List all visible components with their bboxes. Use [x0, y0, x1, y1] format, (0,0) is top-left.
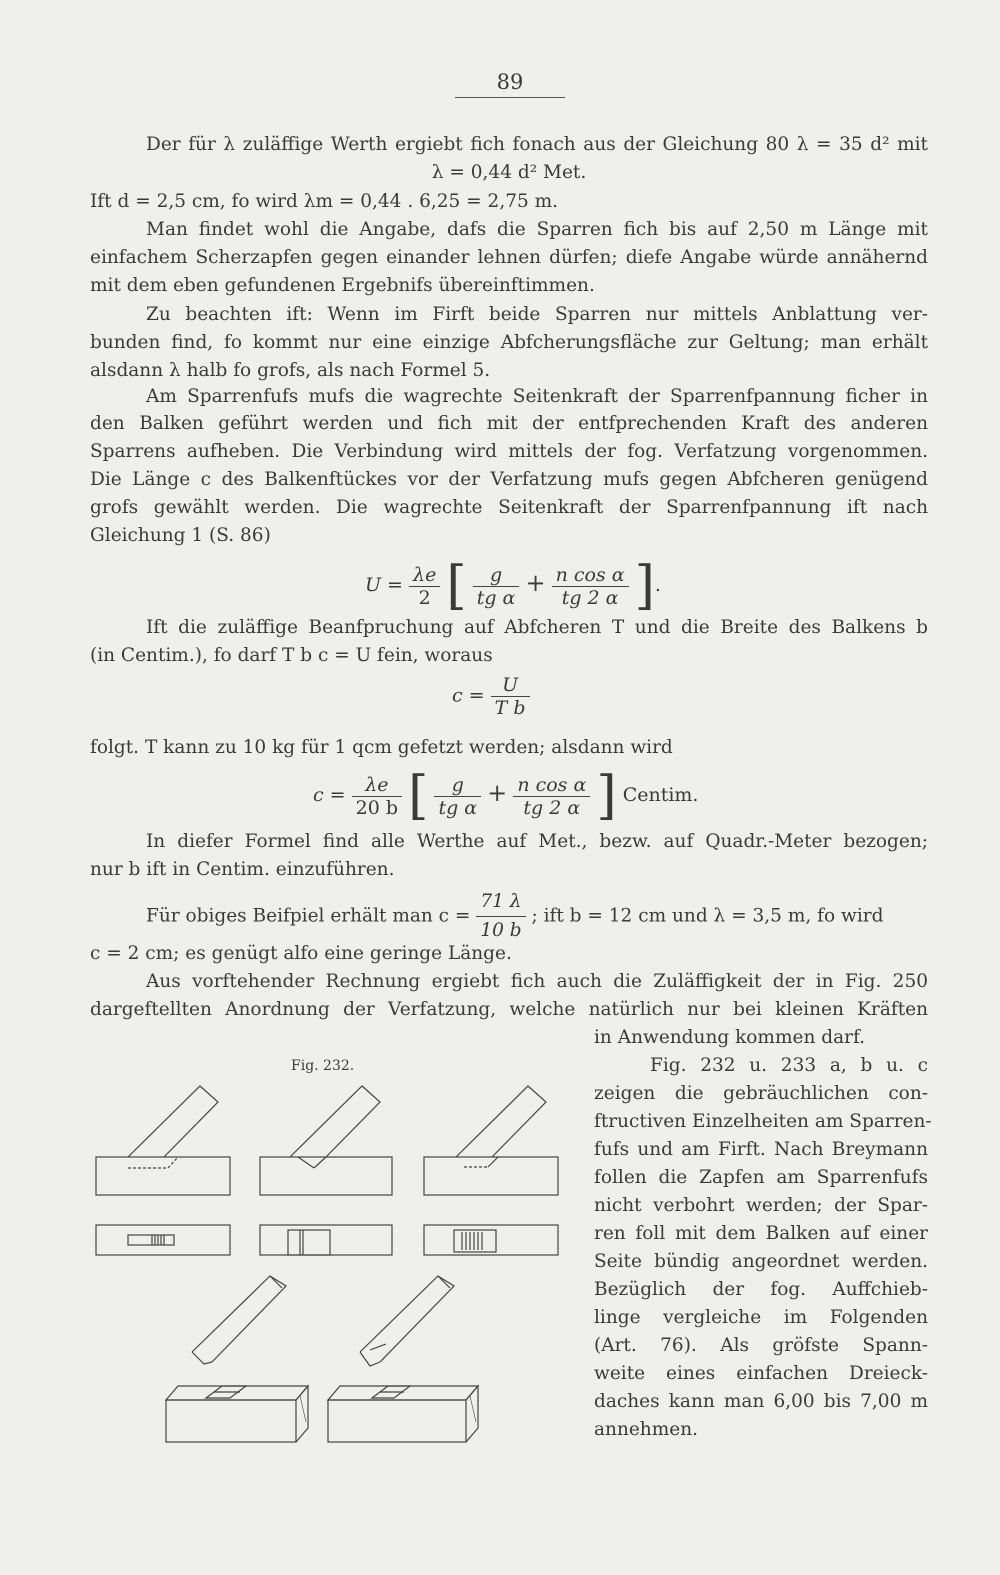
text-line: Man findet wohl die Angabe, dafs die Sparren fich bis auf 2,50 m Länge mit: [146, 219, 928, 240]
text-line: grofs gewählt werden. Die wagrechte Seitenkraft der Sparrenfpannung ift nach: [90, 497, 928, 518]
text-line: alsdann λ halb fo grofs, als nach Formel 5.: [90, 360, 491, 381]
text-line: nur b ift in Centim. einzuführen.: [90, 859, 395, 880]
text-line: Aus vorftehender Rechnung ergiebt fich auch die Zuläffigkeit der in Fig. 250: [146, 971, 928, 992]
text-line: weite eines einfachen Dreieck-: [594, 1363, 928, 1384]
isometric-rafter-1: [192, 1276, 286, 1364]
text-line: λ = 0,44 d² Met.: [431, 162, 587, 183]
text-line: follen die Zapfen am Sparrenfufs: [594, 1167, 928, 1188]
formula-u-fraction-2: $\frac{\text{n cos α}}{tg 2 \alpha}$: [552, 564, 629, 609]
page-number: 89: [455, 70, 565, 98]
text-line: ren foll mit dem Balken auf einer: [594, 1223, 928, 1244]
elevation-3: [424, 1086, 558, 1195]
isometric-beam-1: [166, 1386, 308, 1442]
formula-u-fraction-1: $\frac{g}{\text{tg α}}$: [473, 564, 520, 609]
formula-u: U = $\frac{\lambda e}{2}$ [ $\frac{g}{\text{tg α}}$ + $\frac{\text{n cos α}}{tg 2 \alpha}$ ].: [365, 556, 661, 616]
plan-1: [96, 1225, 230, 1255]
elevation-2: [260, 1086, 392, 1195]
left-bracket: [: [446, 556, 467, 616]
text-line: mit dem eben gefundenen Ergebnifs übereinftimmen.: [90, 275, 595, 296]
text-line: dargeftellten Anordnung der Verfatzung, welche natürlich nur bei kleinen Kräften: [90, 999, 928, 1020]
text-line: Zu beachten ift: Wenn im Firft beide Sparren nur mittels Anblattung ver-: [146, 304, 928, 325]
text-line: Seite bündig angeordnet werden.: [594, 1251, 928, 1272]
text-line: bunden find, fo kommt nur eine einzige Abfcherungsfläche zur Geltung; man erhält: [90, 332, 928, 353]
text-line: In diefer Formel find alle Werthe auf Met., bezw. auf Quadr.-Meter bezogen;: [146, 831, 928, 852]
text-line: c = 2 cm; es genügt alfo eine geringe Länge.: [90, 943, 512, 964]
text-line: linge vergleiche im Folgenden: [594, 1307, 928, 1328]
text-line: Der für λ zuläffige Werth ergiebt fich fonach aus der Gleichung 80 λ = 35 d² mit: [146, 134, 928, 155]
text-line: zeigen die gebräuchlichen con-: [594, 1083, 928, 1104]
plus-sign: +: [525, 569, 546, 597]
text-line: Ift die zuläffige Beanfpruchung auf Abfcheren T und die Breite des Balkens b: [146, 617, 928, 638]
figure-caption: Fig. 232.: [291, 1058, 355, 1074]
figure-232-drawing: [88, 1080, 568, 1450]
formula-c-full: c = $\frac{\lambda e}{20 b}$ [ $\frac{g}{\text{tg α}}$ + $\frac{\text{n cos α}}{tg 2 \alpha}$ ] Centim.: [313, 766, 699, 826]
plan-2: [260, 1225, 392, 1255]
formula-u-lhs: U =: [365, 574, 403, 596]
text-line: den Balken geführt werden und fich mit der entfprechenden Kraft des anderen: [90, 413, 928, 434]
text-line: annehmen.: [594, 1419, 699, 1440]
text-line: Ift d = 2,5 cm, fo wird λm = 0,44 . 6,25 = 2,75 m.: [90, 191, 559, 212]
elevation-1: [96, 1086, 230, 1195]
text-line: (in Centim.), fo darf T b c = U fein, woraus: [90, 645, 493, 666]
text-line: daches kann man 6,00 bis 7,00 m: [594, 1391, 928, 1412]
text-line: Die Länge c des Balkenftückes vor der Verfatzung mufs gegen Abfcheren genügend: [90, 469, 928, 490]
text-line: folgt. T kann zu 10 kg für 1 qcm gefetzt werden; alsdann wird: [90, 737, 673, 758]
isometric-rafter-2: [360, 1276, 454, 1366]
text-line: Gleichung 1 (S. 86): [90, 525, 271, 546]
formula-u-prefactor: $\frac{\lambda e}{2}$: [409, 564, 440, 609]
text-line: nicht verbohrt werden; der Spar-: [594, 1195, 928, 1216]
text-line: in Anwendung kommen darf.: [594, 1027, 866, 1048]
right-bracket: ]: [634, 556, 655, 616]
text-line: ftructiven Einzelheiten am Sparren-: [594, 1111, 932, 1132]
text-line: (Art. 76). Als gröfste Spann-: [594, 1335, 928, 1356]
text-line: Sparrens aufheben. Die Verbindung wird mittels der fog. Verfatzung vorgenommen.: [90, 441, 928, 462]
text-line: Bezüglich der fog. Auffchieb-: [594, 1279, 928, 1300]
text-line: Fig. 232 u. 233 a, b u. c: [650, 1055, 928, 1076]
formula-c-simple: c = $\frac{U}{\text{T b}}$: [452, 674, 530, 719]
plan-3: [424, 1225, 558, 1255]
example-line: Für obiges Beifpiel erhält man c = $\frac{71 \lambda}{10 b}$ ; ift b = 12 cm und λ = 3,5 m, fo wird: [90, 888, 928, 945]
isometric-beam-2: [328, 1386, 478, 1442]
text-line: einfachem Scherzapfen gegen einander lehnen dürfen; diefe Angabe würde annähernd: [90, 247, 928, 268]
text-line: fufs und am Firft. Nach Breymann: [594, 1139, 928, 1160]
text-line: Am Sparrenfufs mufs die wagrechte Seitenkraft der Sparrenfpannung ficher in: [146, 386, 928, 407]
